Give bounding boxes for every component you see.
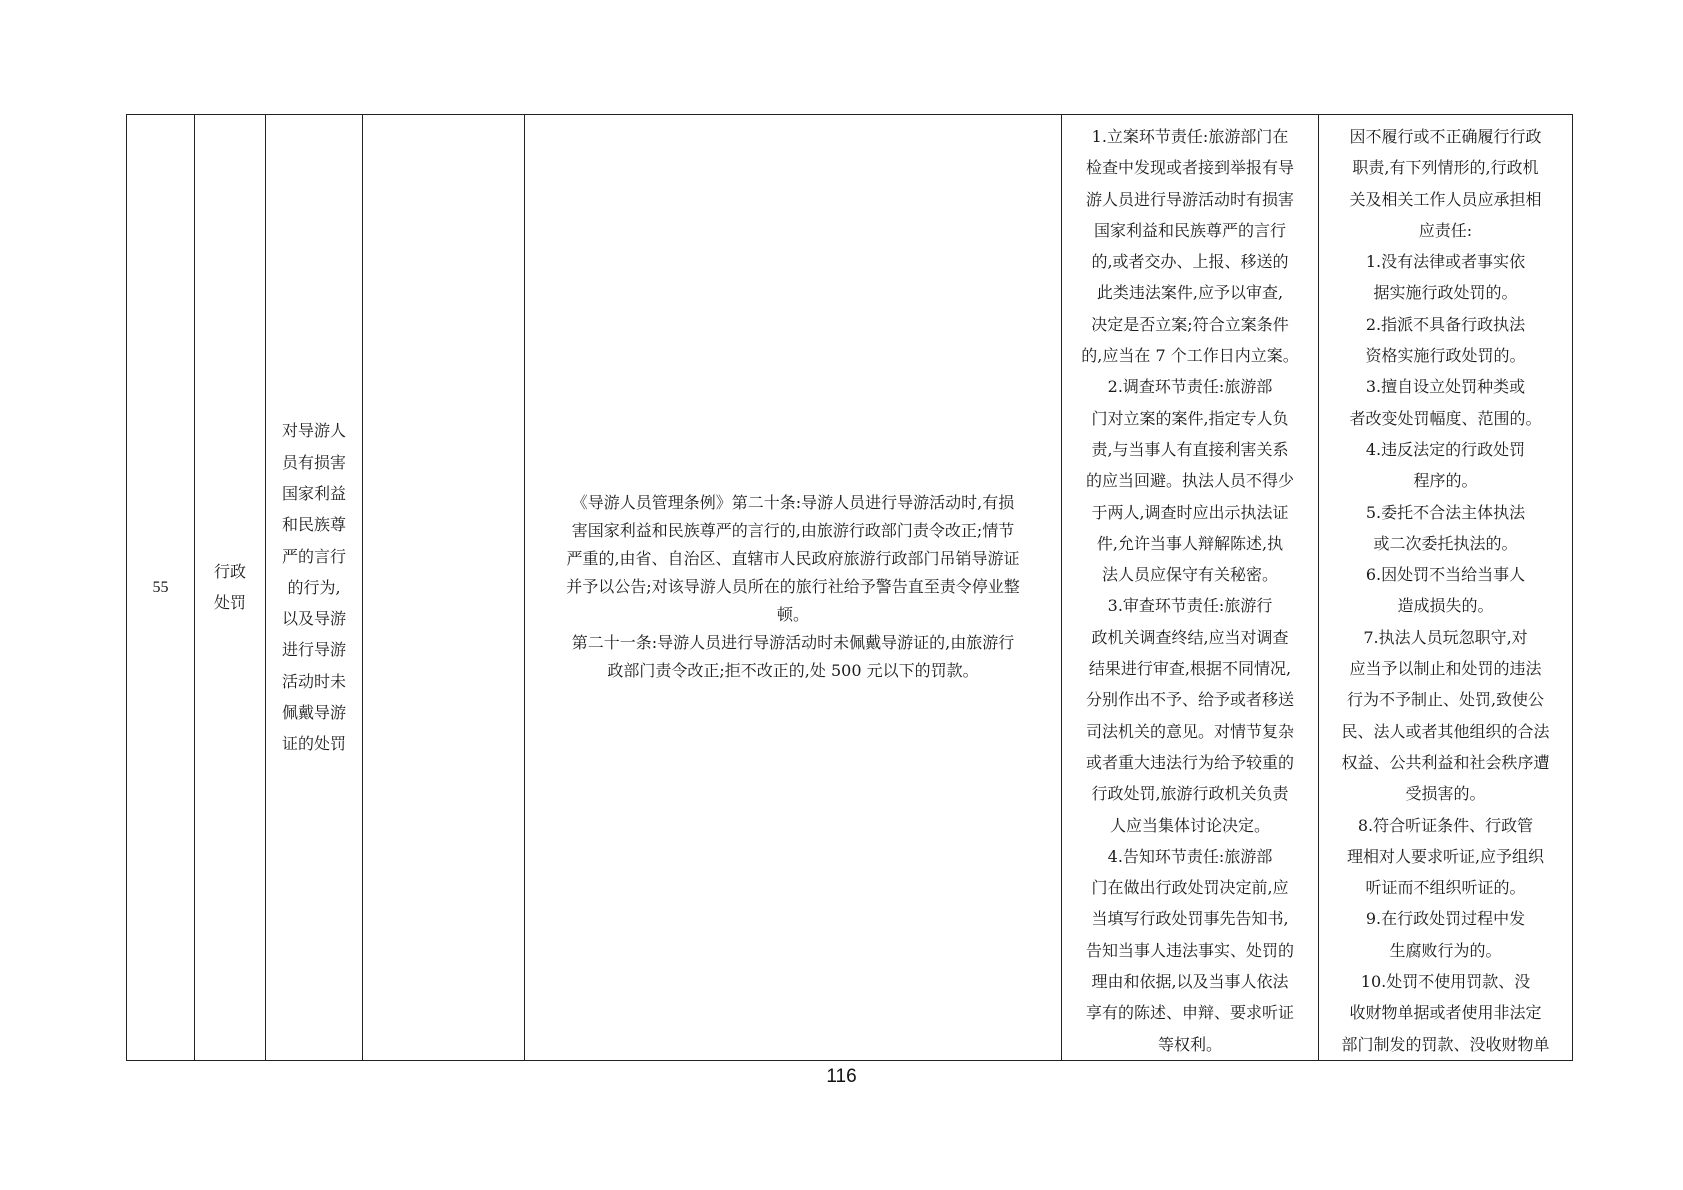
responsibility-line: 2.调查环节责任:旅游部 xyxy=(1107,377,1273,397)
accountability-line: 5.委托不合法主体执法 xyxy=(1365,502,1526,522)
accountability-line: 民、法人或者其他组织的合法 xyxy=(1341,721,1550,741)
item-type xyxy=(195,115,266,1061)
responsibility-line: 政机关调查终结,应当对调查 xyxy=(1091,627,1289,647)
accountability-line: 或二次委托执法的。 xyxy=(1373,533,1518,553)
accountability-line: 权益、公共利益和社会秩序遭 xyxy=(1341,752,1550,772)
empty-cell xyxy=(363,115,525,1061)
legal-basis-line: 第二十一条:导游人员进行导游活动时未佩戴导游证的,由旅游行 xyxy=(571,633,1015,653)
item-number: 55 xyxy=(127,115,195,1061)
legal-basis-paragraph xyxy=(537,629,1049,685)
item-type-line: 行政 xyxy=(213,562,246,582)
responsibility-line: 门对立案的案件,指定专人负 xyxy=(1091,408,1289,428)
responsibility-line: 结果进行审查,根据不同情况, xyxy=(1088,659,1292,679)
accountability-line: 2.指派不具备行政执法 xyxy=(1365,314,1526,334)
responsibility-line: 或者重大违法行为给予较重的 xyxy=(1085,752,1294,772)
responsibility-line: 1.立案环节责任:旅游部门在 xyxy=(1091,127,1289,146)
responsibility-line: 游人员进行导游活动时有损害 xyxy=(1085,189,1294,209)
accountability-line: 资格实施行政处罚的。 xyxy=(1365,346,1526,366)
legal-basis-line: 顿。 xyxy=(776,605,809,625)
item-name-line: 进行导游 xyxy=(281,640,346,660)
responsibility-line: 行政处罚,旅游行政机关负责 xyxy=(1091,784,1289,804)
legal-basis-line: 害国家利益和民族尊严的言行的,由旅游行政部门责令改正;情节 xyxy=(571,521,1015,541)
responsibility-line: 的,或者交办、上报、移送的 xyxy=(1091,252,1289,272)
table-row xyxy=(127,115,1573,1061)
accountability-line: 理相对人要求听证,应予组织 xyxy=(1346,846,1545,866)
responsibility-line: 4.告知环节责任:旅游部 xyxy=(1107,846,1273,866)
responsibility-line: 的,应当在 7 个工作日内立案。 xyxy=(1081,346,1299,366)
responsibility-line: 当填写行政处罚事先告知书, xyxy=(1091,909,1289,929)
responsibility-line: 人应当集体讨论决定。 xyxy=(1109,815,1270,835)
responsibility-line: 检查中发现或者接到举报有导 xyxy=(1085,158,1294,178)
responsibility-line: 理由和依据,以及当事人依法 xyxy=(1091,972,1289,992)
accountability-line: 者改变处罚幅度、范围的。 xyxy=(1349,408,1542,428)
accountability-line: 3.擅自设立处罚种类或 xyxy=(1365,377,1526,397)
accountability-line: 4.违反法定的行政处罚 xyxy=(1365,439,1526,459)
responsibility-line: 告知当事人违法事实、处罚的 xyxy=(1085,940,1294,960)
accountability-line: 应当予以制止和处罚的违法 xyxy=(1349,659,1542,679)
accountability-line: 造成损失的。 xyxy=(1397,596,1494,616)
item-name-line: 和民族尊 xyxy=(281,515,346,535)
item-name xyxy=(266,115,363,1061)
legal-basis-line: 严重的,由省、自治区、直辖市人民政府旅游行政部门吊销导游证 xyxy=(566,549,1020,569)
accountability-line: 据实施行政处罚的。 xyxy=(1373,283,1518,303)
accountability-line: 7.执法人员玩忽职守,对 xyxy=(1363,627,1528,647)
accountability-line: 生腐败行为的。 xyxy=(1389,940,1502,960)
page-number: 116 xyxy=(826,1066,857,1087)
responsibility-line: 法人员应保守有关秘密。 xyxy=(1101,565,1278,585)
item-name-line: 国家利益 xyxy=(281,483,346,503)
item-table xyxy=(126,114,1573,1061)
accountability-line: 因不履行或不正确履行行政 xyxy=(1349,127,1542,146)
responsibility-cell xyxy=(1062,115,1319,1061)
accountability-cell xyxy=(1319,115,1573,1061)
responsibility-line: 门在做出行政处罚决定前,应 xyxy=(1091,878,1289,898)
accountability-line: 10.处罚不使用罚款、没 xyxy=(1360,972,1531,992)
item-name-line: 佩戴导游 xyxy=(281,702,346,722)
accountability-line: 部门制发的罚款、没收财物单 xyxy=(1341,1034,1550,1054)
responsibility-line: 司法机关的意见。对情节复杂 xyxy=(1085,721,1294,741)
accountability-line: 9.在行政处罚过程中发 xyxy=(1365,909,1526,929)
accountability-line: 行为不予制止、处罚,致使公 xyxy=(1346,690,1545,710)
accountability-line: 程序的。 xyxy=(1413,471,1478,491)
accountability-line: 关及相关工作人员应承担相 xyxy=(1349,189,1542,209)
item-name-line: 以及导游 xyxy=(281,609,346,629)
legal-basis xyxy=(525,115,1062,1061)
legal-basis-line: 《导游人员管理条例》第二十条:导游人员进行导游活动时,有损 xyxy=(571,493,1015,513)
responsibility-line: 享有的陈述、申辩、要求听证 xyxy=(1085,1003,1294,1023)
responsibility-line: 于两人,调查时应出示执法证 xyxy=(1091,502,1289,522)
accountability-line: 1.没有法律或者事实依 xyxy=(1365,252,1526,272)
accountability-line: 受损害的。 xyxy=(1405,784,1486,804)
responsibility-line: 决定是否立案;符合立案条件 xyxy=(1091,314,1289,334)
responsibility-line: 3.审查环节责任:旅游行 xyxy=(1107,596,1273,616)
legal-basis-line: 政部门责令改正;拒不改正的,处 500 元以下的罚款。 xyxy=(607,661,979,681)
responsibility-line: 此类违法案件,应予以审查, xyxy=(1096,283,1284,303)
item-name-line: 对导游人 xyxy=(281,421,346,441)
responsibility-line: 分别作出不予、给予或者移送 xyxy=(1085,690,1294,710)
responsibility-line: 的应当回避。执法人员不得少 xyxy=(1085,471,1294,491)
legal-basis-paragraph xyxy=(537,489,1049,629)
responsibility-line: 等权利。 xyxy=(1157,1034,1222,1054)
accountability-line: 8.符合听证条件、行政管 xyxy=(1357,815,1534,835)
item-name-line: 活动时未 xyxy=(281,671,346,691)
item-name-line: 严的言行 xyxy=(281,546,346,566)
item-name-line: 证的处罚 xyxy=(281,734,346,754)
accountability-line: 6.因处罚不当给当事人 xyxy=(1365,565,1526,585)
responsibility-line: 责,与当事人有直接利害关系 xyxy=(1091,439,1289,459)
item-name-line: 员有损害 xyxy=(281,452,346,472)
accountability-line: 听证而不组织听证的。 xyxy=(1365,878,1526,898)
responsibility-line: 国家利益和民族尊严的言行 xyxy=(1093,220,1286,240)
item-type-line: 处罚 xyxy=(213,593,246,613)
item-name-line: 的行为, xyxy=(287,577,341,597)
accountability-line: 收财物单据或者使用非法定 xyxy=(1349,1003,1542,1023)
legal-basis-line: 并予以公告;对该导游人员所在的旅行社给予警告直至责令停业整 xyxy=(566,577,1020,597)
accountability-line: 应责任: xyxy=(1418,220,1473,240)
responsibility-line: 件,允许当事人辩解陈述,执 xyxy=(1096,533,1284,553)
accountability-line: 职责,有下列情形的,行政机 xyxy=(1352,158,1539,178)
